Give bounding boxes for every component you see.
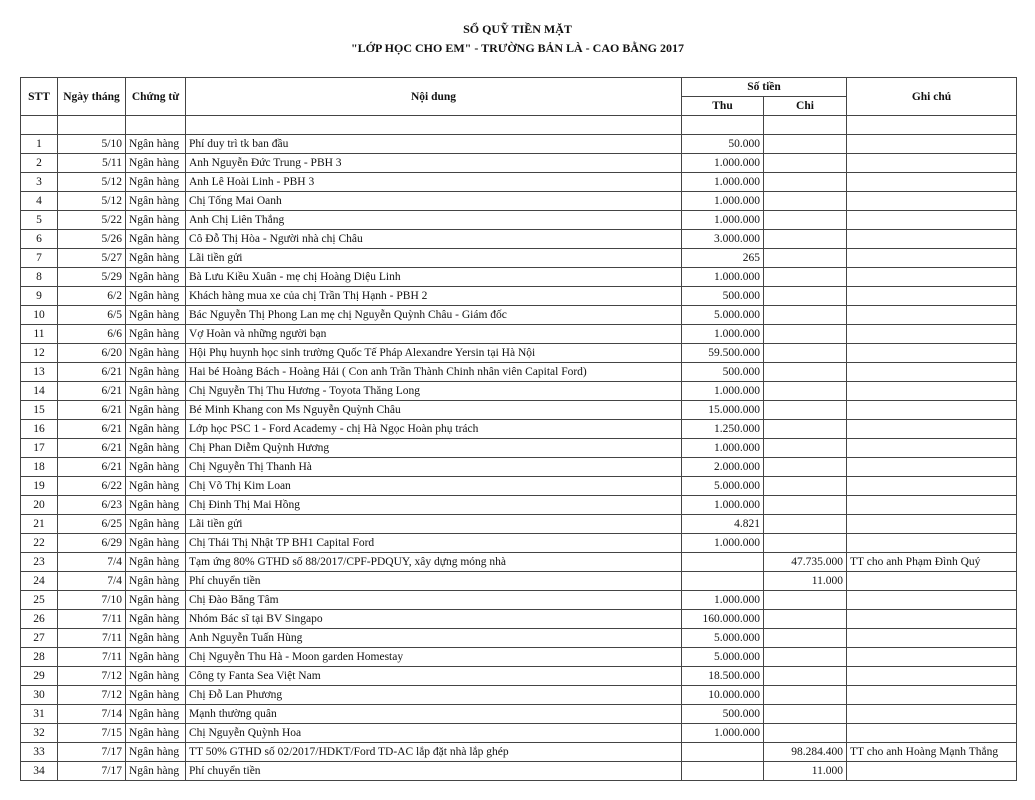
cell-income: 3.000.000 bbox=[682, 230, 764, 249]
cell-stt: 2 bbox=[21, 154, 58, 173]
table-row bbox=[21, 363, 1017, 382]
cell-expense bbox=[764, 477, 847, 496]
cell-expense bbox=[764, 382, 847, 401]
cell-expense bbox=[764, 363, 847, 382]
cell-note bbox=[847, 230, 1017, 249]
cell-income: 10.000.000 bbox=[682, 686, 764, 705]
cell-income: 160.000.000 bbox=[682, 610, 764, 629]
cell-expense bbox=[764, 173, 847, 192]
cell-stt: 26 bbox=[21, 610, 58, 629]
cell-income: 1.000.000 bbox=[682, 211, 764, 230]
table-row bbox=[21, 458, 1017, 477]
cell-income: 4.821 bbox=[682, 515, 764, 534]
cell-note bbox=[847, 496, 1017, 515]
cell-document: Ngân hàng bbox=[126, 629, 186, 648]
cell-description: Chị Nguyễn Thị Thanh Hà bbox=[186, 458, 682, 477]
cell-stt: 9 bbox=[21, 287, 58, 306]
spacer-row bbox=[21, 116, 1017, 135]
cell-document: Ngân hàng bbox=[126, 382, 186, 401]
cell-stt: 33 bbox=[21, 743, 58, 762]
cell-description: Hai bé Hoàng Bách - Hoàng Hải ( Con anh Trần Thành Chinh nhân viên Capital Ford) bbox=[186, 363, 682, 382]
cell-expense bbox=[764, 401, 847, 420]
cell-note bbox=[847, 477, 1017, 496]
cell-expense bbox=[764, 629, 847, 648]
cell-income: 1.000.000 bbox=[682, 439, 764, 458]
cell-date: 7/11 bbox=[58, 648, 126, 667]
cell-note bbox=[847, 249, 1017, 268]
cell-stt: 6 bbox=[21, 230, 58, 249]
cell-expense bbox=[764, 344, 847, 363]
cell-date: 6/25 bbox=[58, 515, 126, 534]
cell-description: Vợ Hoàn và những người bạn bbox=[186, 325, 682, 344]
table-header bbox=[21, 78, 1017, 116]
cell-note bbox=[847, 534, 1017, 553]
cell-document: Ngân hàng bbox=[126, 401, 186, 420]
cell-income: 1.000.000 bbox=[682, 154, 764, 173]
cell-stt: 28 bbox=[21, 648, 58, 667]
cell-document: Ngân hàng bbox=[126, 572, 186, 591]
table-body bbox=[21, 116, 1017, 781]
cell-document: Ngân hàng bbox=[126, 743, 186, 762]
cell-description: Tạm ứng 80% GTHD số 88/2017/CPF-PDQUY, xây dựng móng nhà bbox=[186, 553, 682, 572]
cell-note bbox=[847, 154, 1017, 173]
cell-date: 7/4 bbox=[58, 553, 126, 572]
cell-expense: 11.000 bbox=[764, 572, 847, 591]
cell-description: Cô Đỗ Thị Hòa - Người nhà chị Châu bbox=[186, 230, 682, 249]
cell-income: 50.000 bbox=[682, 135, 764, 154]
cell-document: Ngân hàng bbox=[126, 458, 186, 477]
table-row bbox=[21, 648, 1017, 667]
header-stt: STT bbox=[21, 78, 58, 116]
cell-note bbox=[847, 572, 1017, 591]
cell-stt: 18 bbox=[21, 458, 58, 477]
table-row bbox=[21, 705, 1017, 724]
table-row bbox=[21, 287, 1017, 306]
cell-date: 6/5 bbox=[58, 306, 126, 325]
cell-expense bbox=[764, 705, 847, 724]
cell-note bbox=[847, 686, 1017, 705]
cell-description: Bé Minh Khang con Ms Nguyễn Quỳnh Châu bbox=[186, 401, 682, 420]
header-amount: Số tiền bbox=[682, 78, 847, 97]
cell-income bbox=[682, 572, 764, 591]
cell-note bbox=[847, 667, 1017, 686]
cell-note bbox=[847, 610, 1017, 629]
cell-description: Chị Đào Băng Tâm bbox=[186, 591, 682, 610]
cell-document: Ngân hàng bbox=[126, 591, 186, 610]
cell-description: Chị Nguyễn Thu Hà - Moon garden Homestay bbox=[186, 648, 682, 667]
cell-income: 1.000.000 bbox=[682, 382, 764, 401]
cell-document: Ngân hàng bbox=[126, 249, 186, 268]
table-row bbox=[21, 534, 1017, 553]
cell-date: 6/21 bbox=[58, 439, 126, 458]
cell-document: Ngân hàng bbox=[126, 154, 186, 173]
cell-income: 1.000.000 bbox=[682, 173, 764, 192]
cell-stt: 4 bbox=[21, 192, 58, 211]
cell-expense bbox=[764, 439, 847, 458]
table-row bbox=[21, 496, 1017, 515]
table-row bbox=[21, 629, 1017, 648]
cell-date: 5/10 bbox=[58, 135, 126, 154]
table-row bbox=[21, 173, 1017, 192]
cell-stt: 5 bbox=[21, 211, 58, 230]
cell-document: Ngân hàng bbox=[126, 648, 186, 667]
header-income: Thu bbox=[682, 97, 764, 116]
cell-description: TT 50% GTHD số 02/2017/HDKT/Ford TD-AC lắp đặt nhà lắp ghép bbox=[186, 743, 682, 762]
cell-description: Lãi tiền gửi bbox=[186, 249, 682, 268]
cell-income: 5.000.000 bbox=[682, 306, 764, 325]
cell-description: Phí chuyển tiền bbox=[186, 572, 682, 591]
cell-stt: 10 bbox=[21, 306, 58, 325]
cell-document: Ngân hàng bbox=[126, 173, 186, 192]
table-row bbox=[21, 686, 1017, 705]
cell-income: 1.250.000 bbox=[682, 420, 764, 439]
cell-stt: 12 bbox=[21, 344, 58, 363]
cell-stt: 27 bbox=[21, 629, 58, 648]
cell-date: 7/15 bbox=[58, 724, 126, 743]
cell-expense bbox=[764, 648, 847, 667]
cell-description: Chị Tống Mai Oanh bbox=[186, 192, 682, 211]
cell-description: Chị Nguyễn Quỳnh Hoa bbox=[186, 724, 682, 743]
cell-expense bbox=[764, 686, 847, 705]
table-row bbox=[21, 306, 1017, 325]
cell-description: Nhóm Bác sĩ tại BV Singapo bbox=[186, 610, 682, 629]
cell-note bbox=[847, 401, 1017, 420]
cell-stt: 13 bbox=[21, 363, 58, 382]
cell-document: Ngân hàng bbox=[126, 667, 186, 686]
cell-expense bbox=[764, 192, 847, 211]
table-row bbox=[21, 135, 1017, 154]
cell-note bbox=[847, 420, 1017, 439]
cell-date: 6/20 bbox=[58, 344, 126, 363]
cell-note bbox=[847, 515, 1017, 534]
cell-description: Mạnh thường quân bbox=[186, 705, 682, 724]
cell-description: Phí duy trì tk ban đầu bbox=[186, 135, 682, 154]
cell-note bbox=[847, 192, 1017, 211]
cell-income: 18.500.000 bbox=[682, 667, 764, 686]
cell-document: Ngân hàng bbox=[126, 553, 186, 572]
table-row bbox=[21, 230, 1017, 249]
cell-description: Chị Thái Thị Nhật TP BH1 Capital Ford bbox=[186, 534, 682, 553]
cell-document: Ngân hàng bbox=[126, 686, 186, 705]
table-row bbox=[21, 477, 1017, 496]
cell-income bbox=[682, 762, 764, 781]
cell-note bbox=[847, 629, 1017, 648]
cell-document: Ngân hàng bbox=[126, 325, 186, 344]
cell-expense bbox=[764, 515, 847, 534]
cell-note bbox=[847, 306, 1017, 325]
cell-description: Khách hàng mua xe của chị Trần Thị Hạnh - PBH 2 bbox=[186, 287, 682, 306]
cell-stt: 25 bbox=[21, 591, 58, 610]
cell-date: 7/11 bbox=[58, 629, 126, 648]
cell-expense bbox=[764, 325, 847, 344]
cell-expense bbox=[764, 724, 847, 743]
cell-date: 7/10 bbox=[58, 591, 126, 610]
cell-stt: 23 bbox=[21, 553, 58, 572]
cell-stt: 30 bbox=[21, 686, 58, 705]
header-date: Ngày tháng bbox=[58, 78, 126, 116]
cell-date: 7/11 bbox=[58, 610, 126, 629]
cell-date: 6/21 bbox=[58, 401, 126, 420]
cell-income: 500.000 bbox=[682, 363, 764, 382]
cell-document: Ngân hàng bbox=[126, 705, 186, 724]
cell-document: Ngân hàng bbox=[126, 344, 186, 363]
cell-expense bbox=[764, 610, 847, 629]
cell-description: Chị Phan Diễm Quỳnh Hương bbox=[186, 439, 682, 458]
cell-description: Lớp học PSC 1 - Ford Academy - chị Hà Ngọc Hoàn phụ trách bbox=[186, 420, 682, 439]
cell-document: Ngân hàng bbox=[126, 762, 186, 781]
cell-note: TT cho anh Phạm Đình Quý bbox=[847, 553, 1017, 572]
cell-document: Ngân hàng bbox=[126, 306, 186, 325]
cell-note bbox=[847, 724, 1017, 743]
cell-document: Ngân hàng bbox=[126, 496, 186, 515]
cell-note bbox=[847, 344, 1017, 363]
cell-date: 7/4 bbox=[58, 572, 126, 591]
table-row bbox=[21, 401, 1017, 420]
cell-note: TT cho anh Hoàng Mạnh Thắng bbox=[847, 743, 1017, 762]
cell-date: 7/14 bbox=[58, 705, 126, 724]
cell-document: Ngân hàng bbox=[126, 268, 186, 287]
cell-document: Ngân hàng bbox=[126, 287, 186, 306]
table-row bbox=[21, 382, 1017, 401]
cell-expense bbox=[764, 420, 847, 439]
header-description: Nội dung bbox=[186, 78, 682, 116]
cell-note bbox=[847, 325, 1017, 344]
cell-stt: 7 bbox=[21, 249, 58, 268]
cell-stt: 24 bbox=[21, 572, 58, 591]
cell-date: 6/22 bbox=[58, 477, 126, 496]
document-title: SỔ QUỸ TIỀN MẶT bbox=[463, 22, 572, 36]
cell-income bbox=[682, 553, 764, 572]
cell-date: 7/17 bbox=[58, 743, 126, 762]
cell-expense bbox=[764, 496, 847, 515]
cell-date: 6/21 bbox=[58, 382, 126, 401]
cell-note bbox=[847, 173, 1017, 192]
cell-expense bbox=[764, 211, 847, 230]
cell-note bbox=[847, 363, 1017, 382]
cell-stt: 15 bbox=[21, 401, 58, 420]
cell-date: 7/17 bbox=[58, 762, 126, 781]
cell-expense bbox=[764, 534, 847, 553]
cell-expense bbox=[764, 268, 847, 287]
table-row bbox=[21, 591, 1017, 610]
cell-income: 1.000.000 bbox=[682, 496, 764, 515]
cell-document: Ngân hàng bbox=[126, 211, 186, 230]
cell-date: 5/27 bbox=[58, 249, 126, 268]
table-row bbox=[21, 439, 1017, 458]
cell-date: 5/26 bbox=[58, 230, 126, 249]
cell-expense bbox=[764, 287, 847, 306]
cell-note bbox=[847, 762, 1017, 781]
cell-income: 5.000.000 bbox=[682, 629, 764, 648]
cell-date: 6/21 bbox=[58, 458, 126, 477]
cell-income: 1.000.000 bbox=[682, 534, 764, 553]
table-row bbox=[21, 743, 1017, 762]
cell-expense bbox=[764, 249, 847, 268]
cell-stt: 17 bbox=[21, 439, 58, 458]
cell-note bbox=[847, 135, 1017, 154]
table-row bbox=[21, 249, 1017, 268]
cell-expense bbox=[764, 667, 847, 686]
cell-note bbox=[847, 458, 1017, 477]
cell-stt: 16 bbox=[21, 420, 58, 439]
cell-income bbox=[682, 743, 764, 762]
cell-expense: 47.735.000 bbox=[764, 553, 847, 572]
cell-description: Chị Võ Thị Kim Loan bbox=[186, 477, 682, 496]
cell-stt: 20 bbox=[21, 496, 58, 515]
cell-document: Ngân hàng bbox=[126, 477, 186, 496]
cell-document: Ngân hàng bbox=[126, 135, 186, 154]
cell-stt: 31 bbox=[21, 705, 58, 724]
cell-stt: 34 bbox=[21, 762, 58, 781]
cell-stt: 8 bbox=[21, 268, 58, 287]
cell-description: Chị Đinh Thị Mai Hồng bbox=[186, 496, 682, 515]
cell-expense bbox=[764, 154, 847, 173]
table-row bbox=[21, 724, 1017, 743]
cell-date: 6/23 bbox=[58, 496, 126, 515]
cell-income: 265 bbox=[682, 249, 764, 268]
cell-stt: 11 bbox=[21, 325, 58, 344]
cell-document: Ngân hàng bbox=[126, 363, 186, 382]
cell-description: Anh Lê Hoài Linh - PBH 3 bbox=[186, 173, 682, 192]
cell-income: 1.000.000 bbox=[682, 325, 764, 344]
cell-income: 1.000.000 bbox=[682, 192, 764, 211]
cell-income: 1.000.000 bbox=[682, 724, 764, 743]
cell-date: 5/12 bbox=[58, 192, 126, 211]
cell-income: 1.000.000 bbox=[682, 591, 764, 610]
cell-date: 5/29 bbox=[58, 268, 126, 287]
cell-expense: 11.000 bbox=[764, 762, 847, 781]
cell-expense: 98.284.400 bbox=[764, 743, 847, 762]
cell-description: Hội Phụ huynh học sinh trường Quốc Tế Pháp Alexandre Yersin tại Hà Nội bbox=[186, 344, 682, 363]
table-row bbox=[21, 667, 1017, 686]
cell-date: 5/12 bbox=[58, 173, 126, 192]
table-row bbox=[21, 553, 1017, 572]
cell-description: Bà Lưu Kiều Xuân - mẹ chị Hoàng Diệu Linh bbox=[186, 268, 682, 287]
header-note: Ghi chú bbox=[847, 78, 1017, 116]
cell-date: 6/2 bbox=[58, 287, 126, 306]
cell-expense bbox=[764, 458, 847, 477]
cell-document: Ngân hàng bbox=[126, 610, 186, 629]
cell-description: Phí chuyển tiền bbox=[186, 762, 682, 781]
cell-description: Bác Nguyễn Thị Phong Lan mẹ chị Nguyễn Quỳnh Châu - Giám đốc bbox=[186, 306, 682, 325]
cell-stt: 32 bbox=[21, 724, 58, 743]
cash-ledger-table bbox=[20, 77, 1017, 781]
cell-document: Ngân hàng bbox=[126, 724, 186, 743]
cell-description: Công ty Fanta Sea Việt Nam bbox=[186, 667, 682, 686]
cell-date: 6/21 bbox=[58, 363, 126, 382]
cell-date: 6/6 bbox=[58, 325, 126, 344]
cell-date: 6/29 bbox=[58, 534, 126, 553]
cell-expense bbox=[764, 230, 847, 249]
cell-income: 500.000 bbox=[682, 705, 764, 724]
cell-income: 500.000 bbox=[682, 287, 764, 306]
cell-document: Ngân hàng bbox=[126, 439, 186, 458]
cell-income: 15.000.000 bbox=[682, 401, 764, 420]
cell-document: Ngân hàng bbox=[126, 230, 186, 249]
table-row bbox=[21, 515, 1017, 534]
cell-note bbox=[847, 439, 1017, 458]
table-row bbox=[21, 610, 1017, 629]
cell-stt: 22 bbox=[21, 534, 58, 553]
cell-note bbox=[847, 648, 1017, 667]
cell-stt: 1 bbox=[21, 135, 58, 154]
cell-description: Anh Nguyễn Đức Trung - PBH 3 bbox=[186, 154, 682, 173]
cell-note bbox=[847, 268, 1017, 287]
cell-income: 1.000.000 bbox=[682, 268, 764, 287]
table-row bbox=[21, 762, 1017, 781]
document-subtitle: "LỚP HỌC CHO EM" - TRƯỜNG BẢN LÀ - CAO BẰNG 2017 bbox=[351, 41, 684, 55]
cell-income: 5.000.000 bbox=[682, 648, 764, 667]
cell-document: Ngân hàng bbox=[126, 192, 186, 211]
cell-document: Ngân hàng bbox=[126, 515, 186, 534]
table-row bbox=[21, 325, 1017, 344]
table-row bbox=[21, 572, 1017, 591]
cell-date: 5/11 bbox=[58, 154, 126, 173]
cell-stt: 21 bbox=[21, 515, 58, 534]
table-row bbox=[21, 211, 1017, 230]
cell-expense bbox=[764, 591, 847, 610]
cell-expense bbox=[764, 306, 847, 325]
header-document: Chứng từ bbox=[126, 78, 186, 116]
cell-stt: 29 bbox=[21, 667, 58, 686]
cell-stt: 3 bbox=[21, 173, 58, 192]
cell-description: Lãi tiền gửi bbox=[186, 515, 682, 534]
cell-date: 7/12 bbox=[58, 667, 126, 686]
cell-description: Chị Nguyễn Thị Thu Hương - Toyota Thăng Long bbox=[186, 382, 682, 401]
cell-income: 2.000.000 bbox=[682, 458, 764, 477]
cell-description: Anh Nguyễn Tuấn Hùng bbox=[186, 629, 682, 648]
cell-date: 6/21 bbox=[58, 420, 126, 439]
table-row bbox=[21, 268, 1017, 287]
cell-description: Chị Đỗ Lan Phương bbox=[186, 686, 682, 705]
cell-date: 7/12 bbox=[58, 686, 126, 705]
cell-document: Ngân hàng bbox=[126, 534, 186, 553]
table-row bbox=[21, 192, 1017, 211]
table-row bbox=[21, 420, 1017, 439]
cell-description: Anh Chị Liên Thắng bbox=[186, 211, 682, 230]
cell-income: 5.000.000 bbox=[682, 477, 764, 496]
table-row bbox=[21, 154, 1017, 173]
cell-note bbox=[847, 705, 1017, 724]
table-row bbox=[21, 344, 1017, 363]
cell-stt: 19 bbox=[21, 477, 58, 496]
cell-note bbox=[847, 287, 1017, 306]
cell-note bbox=[847, 211, 1017, 230]
cell-stt: 14 bbox=[21, 382, 58, 401]
cell-date: 5/22 bbox=[58, 211, 126, 230]
cell-note bbox=[847, 591, 1017, 610]
header-expense: Chi bbox=[764, 97, 847, 116]
cell-income: 59.500.000 bbox=[682, 344, 764, 363]
cell-expense bbox=[764, 135, 847, 154]
cell-note bbox=[847, 382, 1017, 401]
cell-document: Ngân hàng bbox=[126, 420, 186, 439]
